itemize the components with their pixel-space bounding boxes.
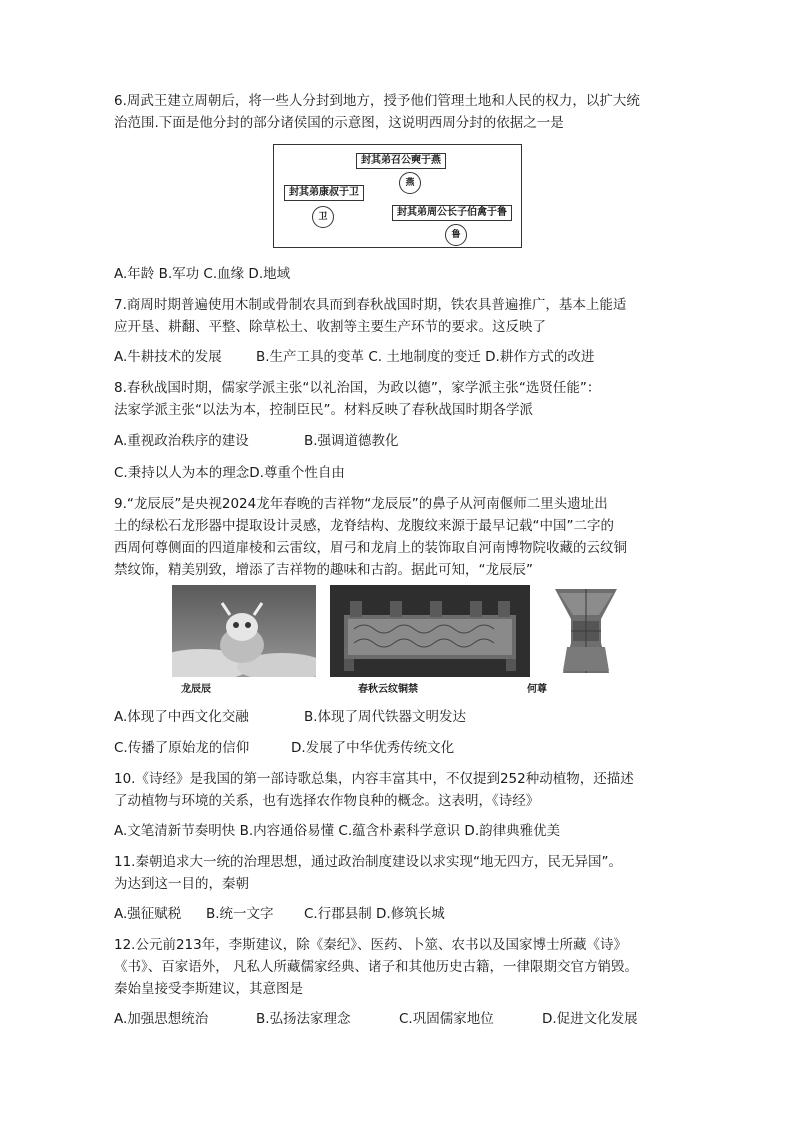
question-6-line-1: 6.周武王建立周朝后，将一些人分封到地方，授予他们管理土地和人民的权力，以扩大统 xyxy=(114,93,640,109)
question-9-options-row-2 xyxy=(114,737,454,759)
diagram-box-lu: 封其弟周公长子伯禽于鲁 xyxy=(392,205,512,221)
question-6-options: A.年龄 B.军功 C.血缘 D.地域 xyxy=(114,266,291,282)
question-9 xyxy=(114,493,682,581)
question-6-line-2: 治范围.下面是他分封的部分诸侯国的示意图，这说明西周分封的依据之一是 xyxy=(114,115,564,131)
question-8-option-a: A.重视政治秩序的建设 xyxy=(114,433,249,449)
feudal-states-diagram xyxy=(273,144,522,248)
question-12-option-d: D.促进文化发展 xyxy=(542,1011,638,1027)
question-8-line-1: 8.春秋战国时期，儒家学派主张“以礼治国，为政以德”，家学派主张“选贤任能”： xyxy=(114,380,601,396)
question-7-options xyxy=(114,346,594,368)
caption-dragon-mascot: 龙辰辰 xyxy=(181,684,211,695)
question-9-option-b: B.体现了周代铁器文明发达 xyxy=(304,709,467,725)
diagram-box-yan: 封其弟召公奭于燕 xyxy=(356,153,446,169)
question-12-line-1: 12.公元前213年，李斯建议，除《秦纪》、医药、卜筮、农书以及国家博士所藏《诗》 xyxy=(114,937,627,953)
question-11-option-cd: C.行郡县制 D.修筑长城 xyxy=(304,906,445,922)
question-9-option-d: D.发展了中华优秀传统文化 xyxy=(291,740,455,756)
question-12-line-2: 《书》、百家语外， 凡私人所藏儒家经典、诸子和其他历史古籍，一律限期交官方销毁。 xyxy=(114,959,639,975)
question-9-line-1: 9.“龙辰辰”是央视2024龙年春晚的吉祥物“龙辰辰”的鼻子从河南偃师二里头遗址出 xyxy=(114,496,608,512)
question-7-option-bcd: B.生产工具的变革 C. 土地制度的变迁 D.耕作方式的改进 xyxy=(256,349,595,365)
question-12-option-b: B.弘扬法家理念 xyxy=(256,1011,351,1027)
question-11-line-1: 11.秦朝追求大一统的治理思想，通过政治制度建设以求实现“地无四方，民无异国”。 xyxy=(114,854,622,870)
question-12-options xyxy=(114,1008,638,1030)
diagram-circle-wei: 卫 xyxy=(312,206,334,228)
caption-bronze-altar: 春秋云纹铜禁 xyxy=(358,684,418,695)
question-8-option-b: B.强调道德教化 xyxy=(304,433,399,449)
question-11-option-a: A.强征赋税 xyxy=(114,906,182,922)
question-8-line-2: 法家学派主张“以法为本，控制臣民”。材料反映了春秋战国时期各学派 xyxy=(114,402,533,418)
question-10 xyxy=(114,768,682,812)
question-12-option-a: A.加强思想统治 xyxy=(114,1011,209,1027)
question-10-line-2: 了动植物与环境的关系，也有选择农作物良种的概念。这表明，《诗经》 xyxy=(114,793,540,809)
question-9-options-row-1 xyxy=(114,706,466,728)
caption-he-zun: 何尊 xyxy=(527,684,547,695)
question-8-options-row-1 xyxy=(114,430,399,452)
question-9-line-2: 土的绿松石龙形器中提取设计灵感，龙脊结构、龙腹纹来源于最早记载“中国”二字的 xyxy=(114,518,614,534)
question-7-option-a: A.牛耕技术的发展 xyxy=(114,349,222,365)
question-8-option-cd: C.秉持以人为本的理念D.尊重个性自由 xyxy=(114,465,345,481)
question-10-line-1: 10.《诗经》是我国的第一部诗歌总集，内容丰富其中，不仅提到252种动植物，还描述 xyxy=(114,771,634,787)
dragon-mascot-image xyxy=(172,585,316,677)
diagram-circle-yan: 燕 xyxy=(399,172,421,194)
question-12-line-3: 秦始皇接受李斯建议，其意图是 xyxy=(114,981,303,997)
question-10-options: A.文笔清新节奏明快 B.内容通俗易懂 C.蕴含朴素科学意识 D.韵律典雅优美 xyxy=(114,823,561,839)
diagram-box-wei: 封其弟康叔于卫 xyxy=(284,185,364,201)
question-9-option-a: A.体现了中西文化交融 xyxy=(114,709,249,725)
question-8 xyxy=(114,377,682,421)
he-zun-vessel-image xyxy=(547,585,625,677)
question-12-option-c: C.巩固儒家地位 xyxy=(399,1011,494,1027)
question-6 xyxy=(114,90,682,134)
bronze-altar-image xyxy=(330,585,530,677)
question-11 xyxy=(114,851,682,895)
diagram-circle-lu: 鲁 xyxy=(445,224,467,246)
question-9-option-c: C.传播了原始龙的信仰 xyxy=(114,740,250,756)
question-7 xyxy=(114,294,682,338)
question-9-line-3: 西周何尊侧面的四道扉棱和云雷纹，眉弓和龙肩上的装饰取自河南博物院收藏的云纹铜 xyxy=(114,540,627,556)
question-7-line-1: 7.商周时期普遍使用木制或骨制农具而到春秋战国时期，铁农具普遍推广，基本上能适 xyxy=(114,297,627,313)
question-9-line-4: 禁纹饰，精美别致，增添了吉祥物的趣味和古韵。据此可知，“龙辰辰” xyxy=(114,562,533,578)
question-11-line-2: 为达到这一目的，秦朝 xyxy=(114,876,249,892)
question-7-line-2: 应开垦、耕翻、平整、除草松土、收割等主要生产环节的要求。这反映了 xyxy=(114,319,546,335)
question-8-options-row-2 xyxy=(114,462,345,484)
question-12 xyxy=(114,934,682,1000)
question-11-option-b: B.统一文字 xyxy=(206,906,274,922)
question-11-options xyxy=(114,903,445,925)
